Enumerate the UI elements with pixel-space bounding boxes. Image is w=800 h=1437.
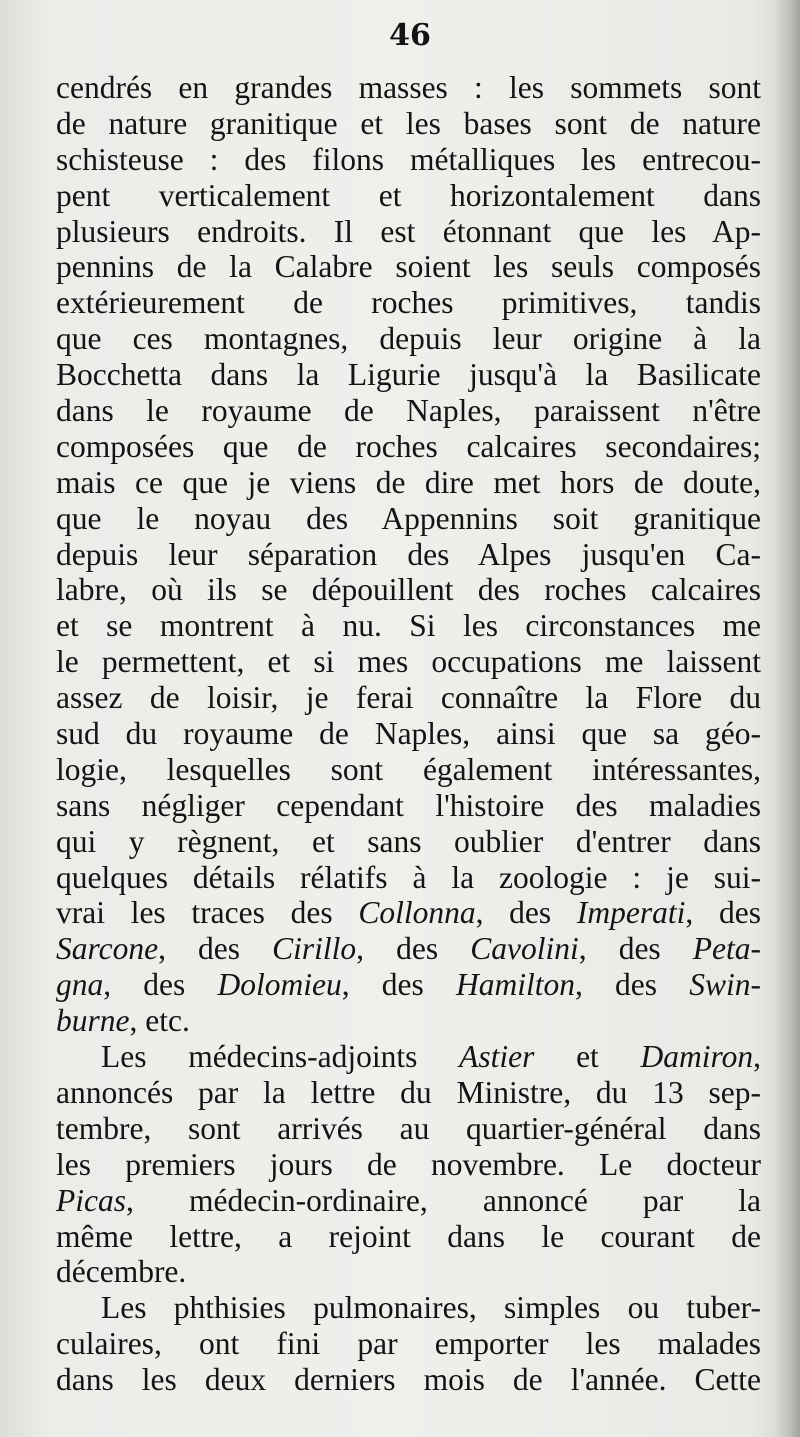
text-segment: , médecin-ordinaire, annoncé par la — [125, 1182, 761, 1218]
text-segment: cendrés en grandes masses : les sommets sont — [56, 70, 761, 105]
text-segment: dans les deux derniers mois de l'année. Cette — [56, 1362, 761, 1398]
text-line — [56, 70, 761, 106]
text-segment: sans négliger cependant l'histoire des maladies — [56, 787, 761, 823]
text-segment: quelques détails rélatifs à la zoologie : je sui- — [56, 859, 761, 895]
text-line — [56, 967, 761, 1003]
text-segment: et — [534, 1039, 641, 1075]
text-line — [56, 1326, 761, 1362]
text-line — [56, 285, 761, 321]
text-line — [56, 393, 761, 429]
text-line — [56, 1219, 761, 1255]
text-segment: que ces montagnes, depuis leur origine à la — [56, 321, 761, 357]
text-line — [56, 429, 761, 465]
text-segment: composées que de roches calcaires secondaires; — [56, 428, 761, 464]
text-segment: Les médecins-adjoints — [101, 1039, 460, 1075]
text-line — [56, 788, 761, 824]
text-line — [56, 1111, 761, 1147]
text-line — [56, 321, 761, 357]
text-line — [56, 1254, 761, 1290]
text-line — [56, 1075, 761, 1111]
text-line — [56, 142, 761, 178]
text-segment: depuis leur séparation des Alpes jusqu'en Ca- — [56, 536, 761, 572]
text-segment: pennins de la Calabre soient les seuls composés — [56, 249, 761, 285]
italic-name: Dolomieu — [217, 967, 342, 1003]
text-line — [56, 608, 761, 644]
text-segment: pent verticalement et horizontalement dans — [56, 177, 761, 213]
text-segment: dans le royaume de Naples, paraissent n'être — [56, 393, 761, 429]
text-segment: , etc. — [129, 1003, 190, 1039]
italic-name: Damiron — [640, 1039, 754, 1075]
italic-name: Swin- — [689, 967, 762, 1003]
text-segment: culaires, ont fini par emporter les malades — [56, 1326, 761, 1362]
italic-name: Sarcone — [56, 931, 159, 967]
page-edge-shadow — [774, 0, 800, 1437]
text-line — [56, 860, 761, 896]
text-segment: Les phthisies pulmonaires, simples ou tuber- — [101, 1290, 761, 1326]
italic-name: Imperati — [576, 895, 686, 931]
italic-name: Peta- — [692, 931, 761, 967]
text-line — [56, 357, 761, 393]
text-segment: , — [753, 1039, 761, 1075]
text-line — [56, 680, 761, 716]
text-segment: mais ce que je viens de dire met hors de doute, — [56, 464, 761, 500]
text-segment: , des — [158, 931, 273, 967]
italic-name: gna — [56, 967, 104, 1003]
text-segment: le permettent, et si mes occupations me laissent — [56, 644, 761, 680]
text-segment: Bocchetta dans la Ligurie jusqu'à la Basilicate — [56, 357, 761, 393]
text-segment: et se montrent à nu. Si les circonstances me — [56, 608, 761, 644]
text-segment: , des — [575, 967, 690, 1003]
text-line — [56, 1003, 761, 1039]
text-segment: que le noyau des Appennins soit granitique — [56, 500, 761, 536]
text-segment: , des — [578, 931, 693, 967]
text-segment: décembre. — [56, 1254, 187, 1290]
text-segment: extérieurement de roches primitives, tandis — [56, 285, 761, 321]
italic-name: Cavolini — [470, 931, 579, 967]
paragraph — [56, 1039, 761, 1290]
text-line — [56, 1039, 761, 1075]
text-line — [56, 214, 761, 250]
text-segment: de nature granitique et les bases sont de nature — [56, 105, 761, 141]
text-line — [56, 895, 761, 931]
text-segment: qui y règnent, et sans oublier d'entrer dans — [56, 823, 761, 859]
text-line — [56, 931, 761, 967]
italic-name: Astier — [459, 1039, 535, 1075]
page-number: 46 — [389, 18, 431, 53]
text-segment: , des — [685, 895, 761, 931]
italic-name: Collonna — [358, 895, 476, 931]
text-line — [56, 501, 761, 537]
text-line — [56, 465, 761, 501]
text-segment: tembre, sont arrivés au quartier-général dans — [56, 1110, 761, 1146]
text-segment: labre, où ils se dépouillent des roches calcaires — [56, 572, 761, 608]
text-line — [56, 1362, 761, 1398]
text-line — [56, 752, 761, 788]
text-line — [56, 249, 761, 285]
text-segment: , des — [475, 895, 577, 931]
text-segment: schisteuse : des filons métalliques les entrecou- — [56, 141, 761, 177]
text-line — [56, 644, 761, 680]
text-line — [56, 716, 761, 752]
text-segment: même lettre, a rejoint dans le courant de — [56, 1218, 761, 1254]
text-segment: , des — [356, 931, 471, 967]
text-segment: les premiers jours de novembre. Le docteur — [56, 1146, 761, 1182]
text-segment: assez de loisir, je ferai connaître la Flore du — [56, 680, 761, 716]
text-segment: annoncés par la lettre du Ministre, du 13 sep- — [56, 1074, 761, 1110]
text-segment: vrai les traces des — [56, 895, 359, 931]
text-line — [56, 1290, 761, 1326]
text-line — [56, 178, 761, 214]
text-line — [56, 106, 761, 142]
text-line — [56, 1183, 761, 1219]
text-line — [56, 1147, 761, 1183]
italic-name: burne — [56, 1003, 130, 1039]
text-segment: , des — [341, 967, 456, 1003]
italic-name: Cirillo — [272, 931, 357, 967]
text-segment: , des — [103, 967, 218, 1003]
paragraph — [56, 70, 761, 1039]
text-segment: sud du royaume de Naples, ainsi que sa géo- — [56, 716, 761, 752]
text-line — [56, 824, 761, 860]
text-line — [56, 572, 761, 608]
text-segment: plusieurs endroits. Il est étonnant que les Ap- — [56, 213, 761, 249]
text-segment: logie, lesquelles sont également intéressantes, — [56, 751, 761, 787]
paragraph — [56, 1290, 761, 1398]
text-line — [56, 537, 761, 573]
italic-name: Picas — [56, 1182, 126, 1218]
body-text — [56, 70, 761, 1398]
italic-name: Hamilton — [455, 967, 575, 1003]
